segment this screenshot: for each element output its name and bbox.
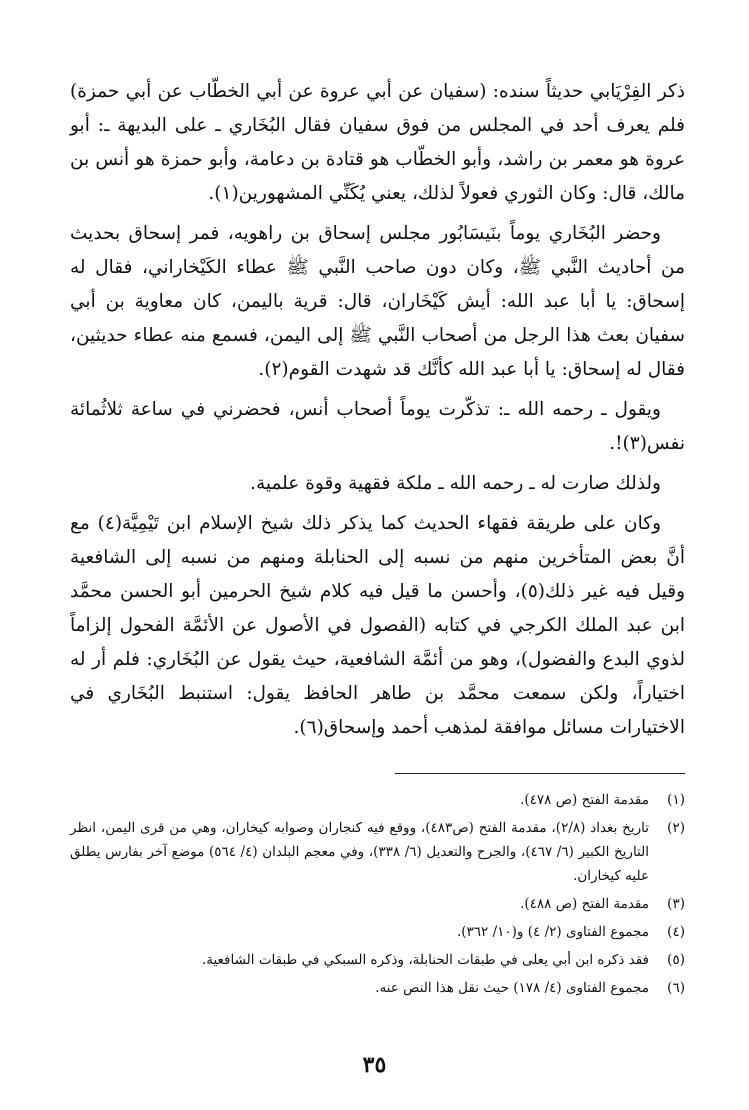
- footnote-text: مقدمة الفتح (ص ٤٨٨).: [520, 896, 649, 912]
- paragraph-5: وكان على طريقة فقهاء الحديث كما يذكر ذلك شيخ الإسلام ابن تَيْمِيَّة(٤) مع أنَّ بعض المتأخرين منهم من نسبه إلى الحنابلة ومنهم من نسبه إلى الشافعية وقيل فيه غير ذلك(٥)، وأحسن ما قيل فيه كلام شيخ الحرمين أبو الحسن محمَّد ابن عبد الملك الكرجي في كتابه (الفصول في الأصول عن الأئمَّة الفحول إلزاماً لذوي البدع والفضول)، وهو من أئمَّة الشافعية، حيث يقول عن البُخَاري: فلم أر له اختياراً، ولكن سمعت محمَّد بن طاهر الحافظ يقول: استنبط البُخَاري في الاختيارات مسائل موافقة لمذهب أحمد وإسحاق(٦).: [70, 513, 685, 738]
- footnote-number: (٥): [667, 952, 685, 968]
- footnote-number: (٣): [667, 896, 685, 912]
- footnote-1: [70, 788, 685, 812]
- paragraph-1: ذكر الفِرْيَابي حديثاً سنده: (سفيان عن أبي عروة عن أبي الخطّاب عن أبي حمزة) فلم يعرف أحد في المجلس من فوق سفيان فقال البُخَاري ـ على البديهة ـ: أبو عروة هو معمر بن راشد، وأبو الخطّاب هو قتادة بن دعامة، وأبو حمزة هو أنس بن مالك، قال: وكان الثوري فعولاً لذلك، يعني يُكَنِّي المشهورين(١).: [70, 81, 685, 204]
- footnote-4: [70, 920, 685, 944]
- paragraph-4: ولذلك صارت له ـ رحمه الله ـ ملكة فقهية وقوة علمية.: [250, 473, 661, 494]
- paragraph-2: وحضر البُخَاري يوماً بنَيسَابُور مجلس إسحاق بن راهويه، فمر إسحاق بحديث من أحاديث النَّبي ﷺ، وكان دون صاحب النَّبي ﷺ عطاء الكَيْخاراني، فقال له إسحاق: يا أبا عبد الله: أيش كَيْخَاران، قال: قرية باليمن، كان معاوية بن أبي سفيان بعث هذا الرجل من أصحاب النَّبي ﷺ إلى اليمن، فسمع منه عطاء حديثين، فقال له إسحاق: يا أبا عبد الله كأنَّك قد شهدت القوم(٢).: [70, 223, 685, 380]
- paragraph-3: ويقول ـ رحمه الله ـ: تذكّرت يوماً أصحاب أنس، فحضرني في ساعة ثلاثُمائة نفس(٣)!.: [70, 399, 685, 454]
- footnote-number: (٦): [667, 980, 685, 996]
- footnote-divider: [395, 773, 685, 774]
- footnote-6: [70, 976, 685, 1000]
- footnote-2: [70, 816, 685, 888]
- footnote-text: تاريخ بغداد (٢/٨)، مقدمة الفتح (ص٤٨٣)، ووقع فيه كنجاران وصوابه كيخاران، وهي من قرى اليمن، انظر التاريخ الكبير (٦/ ٤٦٧)، والجرح والتعديل (٦/ ٣٣٨)، وفي معجم البلدان (٤/ ٥٦٤) موضع آخر بفارس يطلق عليه كيخاران.: [70, 820, 649, 884]
- footnote-text: فقد ذكره ابن أبي يعلى في طبقات الحنابلة، وذكره السبكي في طبقات الشافعية.: [201, 952, 649, 968]
- footnote-number: (٢): [667, 820, 685, 836]
- footnote-3: [70, 892, 685, 916]
- footnote-text: مقدمة الفتح (ص ٤٧٨).: [520, 792, 649, 808]
- page-number: ٣٥: [362, 1052, 387, 1078]
- footnote-number: (٤): [667, 924, 685, 940]
- footnote-5: [70, 948, 685, 972]
- footnote-number: (١): [667, 792, 685, 808]
- footnote-text: مجموع الفتاوى (٤/ ١٧٨) حيث نقل هذا النص عنه.: [375, 980, 649, 996]
- footnote-text: مجموع الفتاوى (٢/ ٤) و(١٠/ ٣٦٢).: [456, 924, 649, 940]
- footnotes: [70, 788, 685, 1004]
- main-text: [70, 75, 685, 745]
